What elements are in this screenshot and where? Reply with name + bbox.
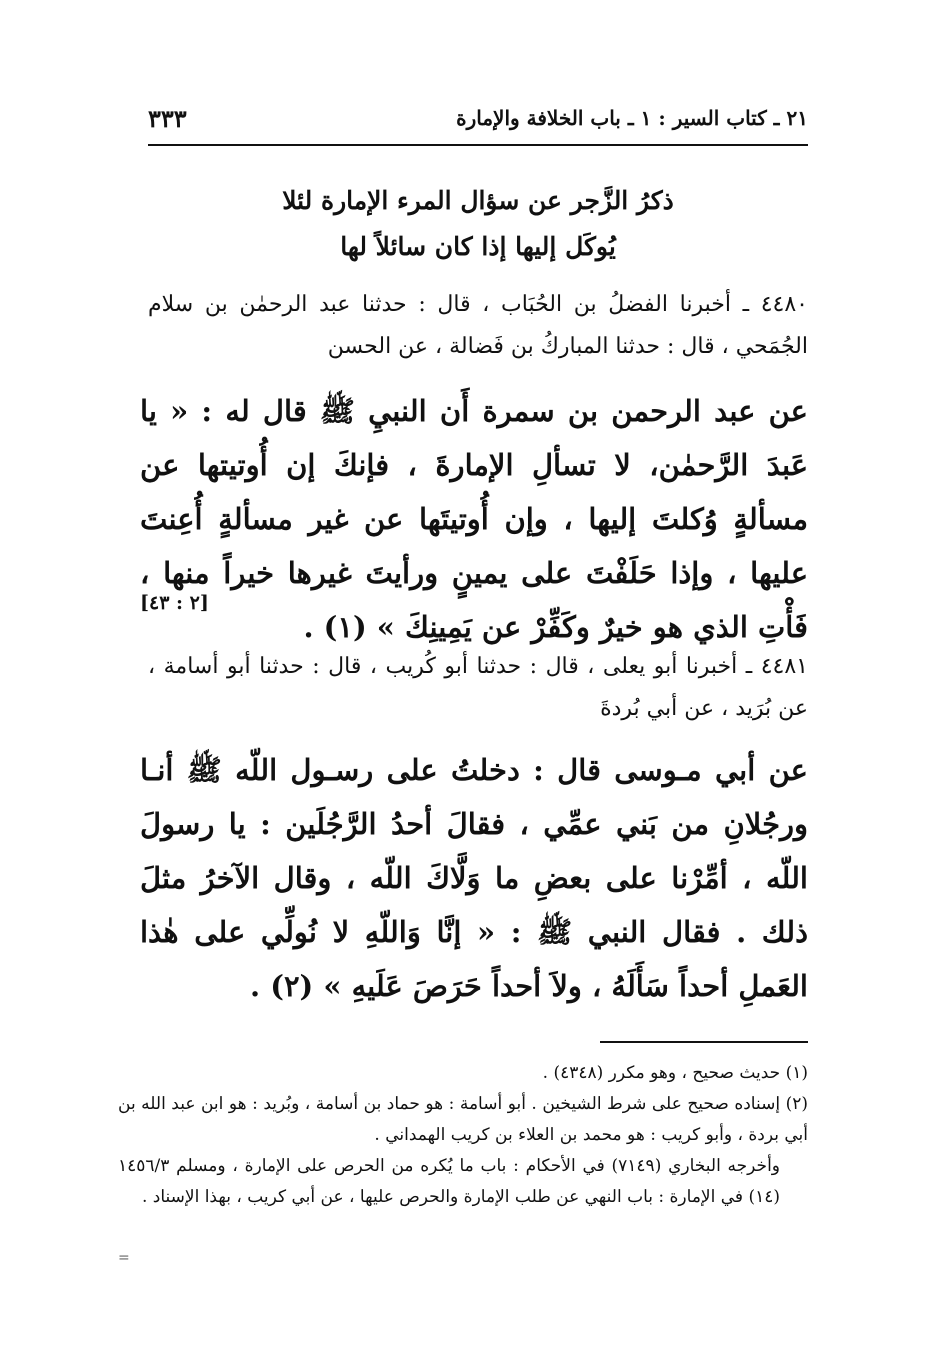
footnote-1: (١) حديث صحيح ، وهو مكرر (٤٣٤٨) . bbox=[542, 1063, 808, 1083]
hadith-4481-chain: ٤٤٨١ ـ أخبرنا أبو يعلى ، قال : حدثنا أبو كُريب ، قال : حدثنا أبو أسامة ، عن بُرَيد ، عن أبي بُردةَ bbox=[148, 654, 808, 721]
footnote-separator bbox=[600, 1041, 808, 1043]
hadith-4480-chain: ٤٤٨٠ ـ أخبرنا الفضلُ بن الحُبَاب ، قال : حدثنا عبد الرحمٰن بن سلام الجُمَحي ، قال : حدثنا المباركُ بن فَضالة ، عن الحسن bbox=[148, 292, 808, 359]
margin-mark: = bbox=[118, 1250, 130, 1266]
footnote-2-continued: وأخرجه البخاري (٧١٤٩) في الأحكام : باب ما يُكره من الحرص على الإمارة ، ومسلم ١٤٥٦/٣ (١٤) في الإمارة : باب النهي عن طلب الإمارة والحرص عليها ، عن أبي كريب ، بهذا الإسناد . bbox=[118, 1156, 780, 1207]
section-title-line-1: ذكرُ الزَّجر عن سؤال المرء الإمارة لئلا bbox=[282, 186, 674, 215]
section-title bbox=[148, 178, 808, 270]
footnote-2: (٢) إسناده صحيح على شرط الشيخين . أبو أسامة : هو حماد بن أسامة ، وبُريد : هو ابن عبد الله بن أبي بردة ، وأبو كريب : هو محمد بن العلاء بن كريب الهمداني . bbox=[118, 1094, 808, 1145]
page-number: ٣٣٣ bbox=[148, 104, 187, 133]
hadith-4481-text: عن أبي مـوسى قال : دخلتُ على رسـول اللّه ﷺ أنـا ورجُلانِ من بَني عمِّي ، فقالَ أحدُ الرَّجُلَين : يا رسولَ اللّه ، أمِّرْنا على بعضِ ما وَلَّاكَ اللّه ، وقال الآخرُ مثلَ ذلك . فقال النبي ﷺ : « إنَّا وَاللّهِ لا نُولِّي على هٰذا العَملِ أحداً سَأَلَهُ ، ولاَ أحداً حَرَصَ عَلَيهِ » (٢) . bbox=[140, 753, 808, 1003]
running-title: ٢١ ـ كتاب السير : ١ ـ باب الخلافة والإمارة bbox=[456, 106, 808, 130]
hadith-4480-reference: [٢ : ٤٣] bbox=[140, 592, 209, 614]
footnotes bbox=[118, 1058, 808, 1213]
hadith-4480-text: عن عبد الرحمن بن سمرة أَن النبيِ ﷺ قال له : « يا عَبدَ الرَّحمٰن، لا تسألِ الإمارةَ ، فإنكَ إن أُوتيتها عن مسألةٍ وُكلتَ إليها ، وإن أُوتيتَها عن غير مسألةٍ أُعِنتَ عليها ، وإذا حَلَفْتَ على يمينٍ ورأيتَ غيرها خيراً منها ، فَأْتِ الذي هو خيرٌ وكَفِّرْ عن يَمِينِكَ » (١) . bbox=[140, 394, 808, 644]
page-header bbox=[148, 98, 808, 146]
section-title-line-2: يُوكَل إليها إذا كان سائلاً لها bbox=[340, 232, 616, 261]
